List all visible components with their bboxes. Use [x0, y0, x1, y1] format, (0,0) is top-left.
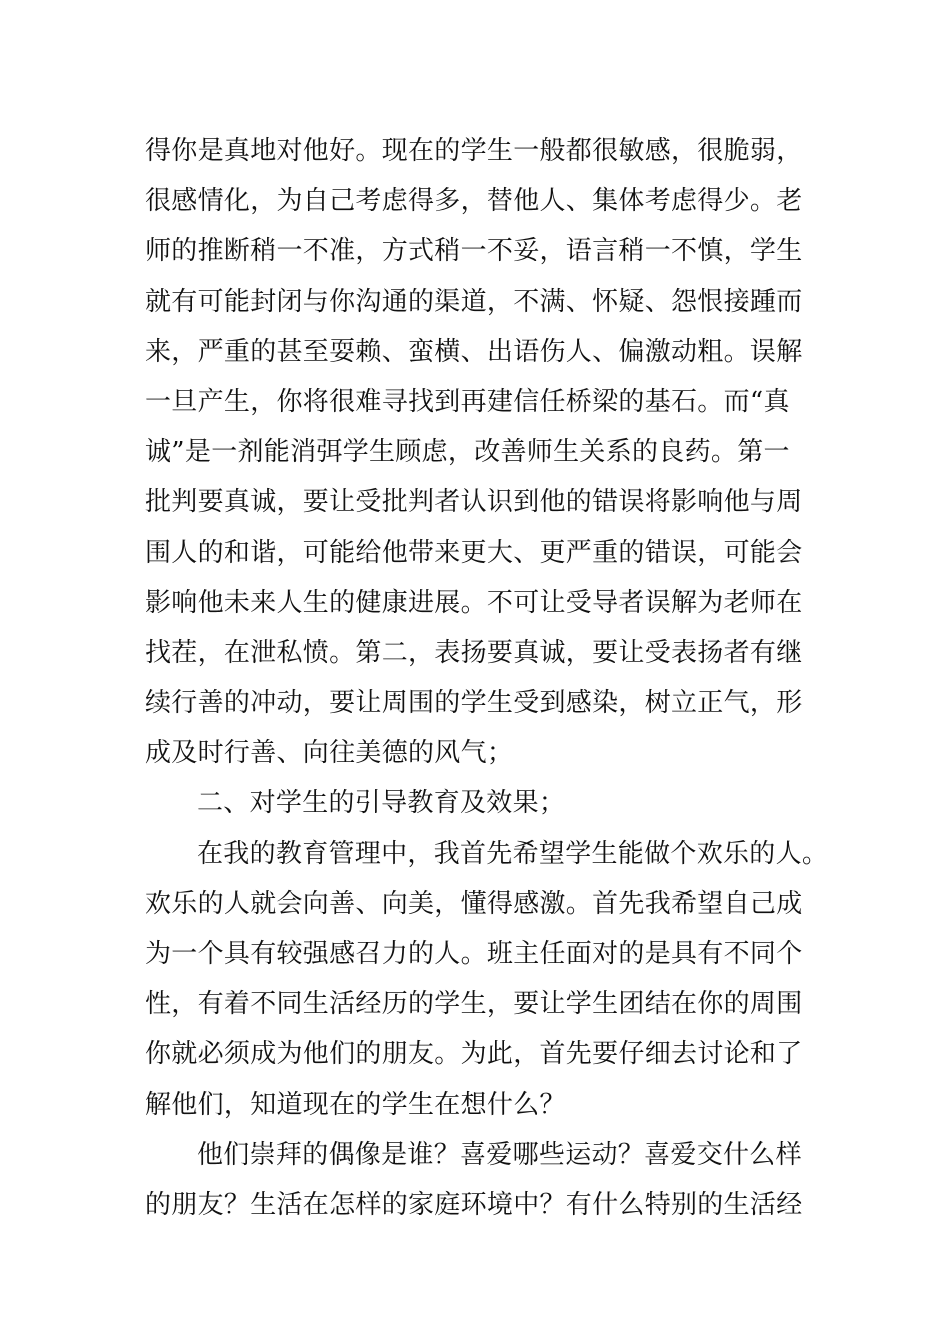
- text-line: 欢乐的人就会向善、向美，懂得感激。首先我希望自己成: [145, 888, 803, 919]
- text-line: 你就必须成为他们的朋友。为此，首先要仔细去讨论和了: [145, 1039, 803, 1070]
- text-line: 的朋友？生活在怎样的家庭环境中？有什么特别的生活经: [145, 1189, 803, 1220]
- text-line: 诚”是一剂能消弭学生顾虑，改善师生关系的良药。第一: [145, 437, 790, 468]
- text-line: 师的推断稍一不准，方式稍一不妥，语言稍一不慎，学生: [145, 236, 803, 267]
- section-heading: 二、对学生的引导教育及效果；: [197, 788, 566, 819]
- text-line: 成及时行善、向往美德的风气；: [145, 738, 514, 769]
- text-line: 找茬，在泄私愤。第二，表扬要真诚，要让受表扬者有继: [145, 637, 803, 668]
- text-line: 围人的和谐，可能给他带来更大、更严重的错误，可能会: [145, 537, 803, 568]
- text-line: 一旦产生，你将很难寻找到再建信任桥梁的基石。而“真: [145, 386, 790, 417]
- text-line: 影响他未来人生的健康进展。不可让受导者误解为老师在: [145, 587, 803, 618]
- paragraph-first-line: 在我的教育管理中，我首先希望学生能做个欢乐的人。: [197, 838, 829, 869]
- text-line: 很感情化，为自己考虑得多，替他人、集体考虑得少。老: [145, 186, 803, 217]
- text-line: 就有可能封闭与你沟通的渠道，不满、怀疑、怨恨接踵而: [145, 286, 803, 317]
- body-text: [145, 126, 829, 1230]
- paragraph-first-line: 他们崇拜的偶像是谁？喜爱哪些运动？喜爱交什么样: [197, 1139, 802, 1170]
- text-line: 得你是真地对他好。现在的学生一般都很敏感，很脆弱，: [145, 136, 803, 166]
- text-line: 批判要真诚，要让受批判者认识到他的错误将影响他与周: [145, 487, 803, 518]
- text-line: 性，有着不同生活经历的学生，要让学生团结在你的周围: [145, 989, 803, 1020]
- text-line: 解他们，知道现在的学生在想什么？: [145, 1089, 566, 1120]
- text-line: 续行善的冲动，要让周围的学生受到感染，树立正气，形: [145, 688, 803, 719]
- text-line: 为一个具有较强感召力的人。班主任面对的是具有不同个: [145, 939, 803, 969]
- text-line: 来，严重的甚至耍赖、蛮横、出语伤人、偏激动粗。误解: [145, 336, 803, 367]
